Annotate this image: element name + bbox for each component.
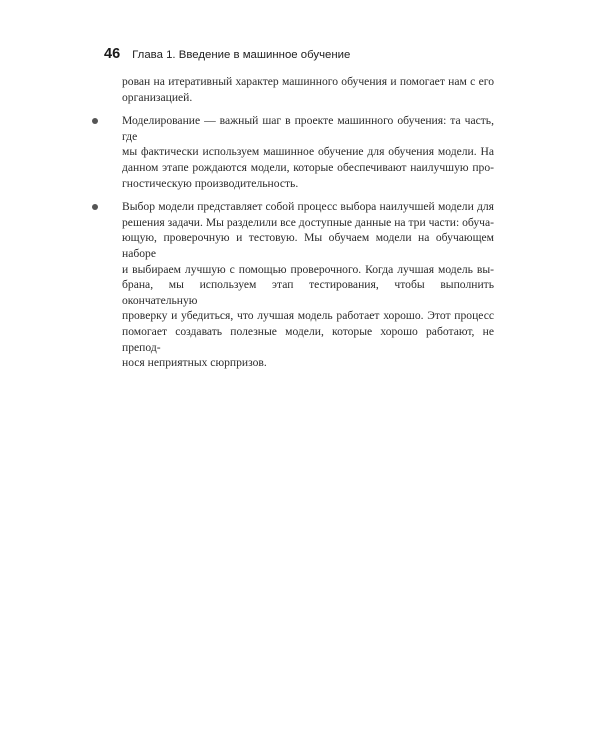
text-line: нося неприятных сюрпризов.: [122, 356, 267, 370]
continued-paragraph: [104, 74, 494, 105]
text-line: мы фактически используем машинное обучение для обучения модели. На: [122, 145, 494, 159]
body-text: [104, 74, 494, 371]
running-header: [104, 46, 350, 62]
page-number: 46: [104, 46, 121, 62]
text-line: рован на итеративный характер машинного обучения и помогает нам с его: [122, 75, 494, 88]
bullet-item-modeling: [104, 113, 494, 191]
text-line: гностическую производительность.: [122, 176, 299, 190]
bullet-item-model-selection: [104, 199, 494, 371]
text-line: брана, мы используем этап тестирования, чтобы выполнить окончательную: [122, 278, 494, 307]
text-line: ющую, проверочную и тестовую. Мы обучаем модели на обучающем наборе: [122, 231, 494, 260]
text-line: решения задачи. Мы разделили все доступные данные на три части: обуча-: [122, 215, 494, 229]
chapter-title: Глава 1. Введение в машинное обучение: [132, 49, 351, 61]
bullet-icon: [92, 204, 98, 210]
text-line: Выбор модели представляет собой процесс выбора наилучшей модели для: [122, 200, 494, 214]
text-line: проверку и убедиться, что лучшая модель работает хорошо. Этот процесс: [122, 309, 494, 323]
text-line: помогает создавать полезные модели, которые хорошо работают, не препод-: [122, 324, 494, 354]
text-line: и выбираем лучшую с помощью проверочного. Когда лучшая модель вы-: [122, 262, 494, 276]
text-line: организацией.: [122, 90, 193, 104]
text-line: Моделирование — важный шаг в проекте машинного обучения: та часть, где: [122, 114, 494, 143]
text-line: данном этапе рождаются модели, которые обеспечивают наилучшую про-: [122, 160, 494, 174]
bullet-icon: [92, 118, 98, 124]
